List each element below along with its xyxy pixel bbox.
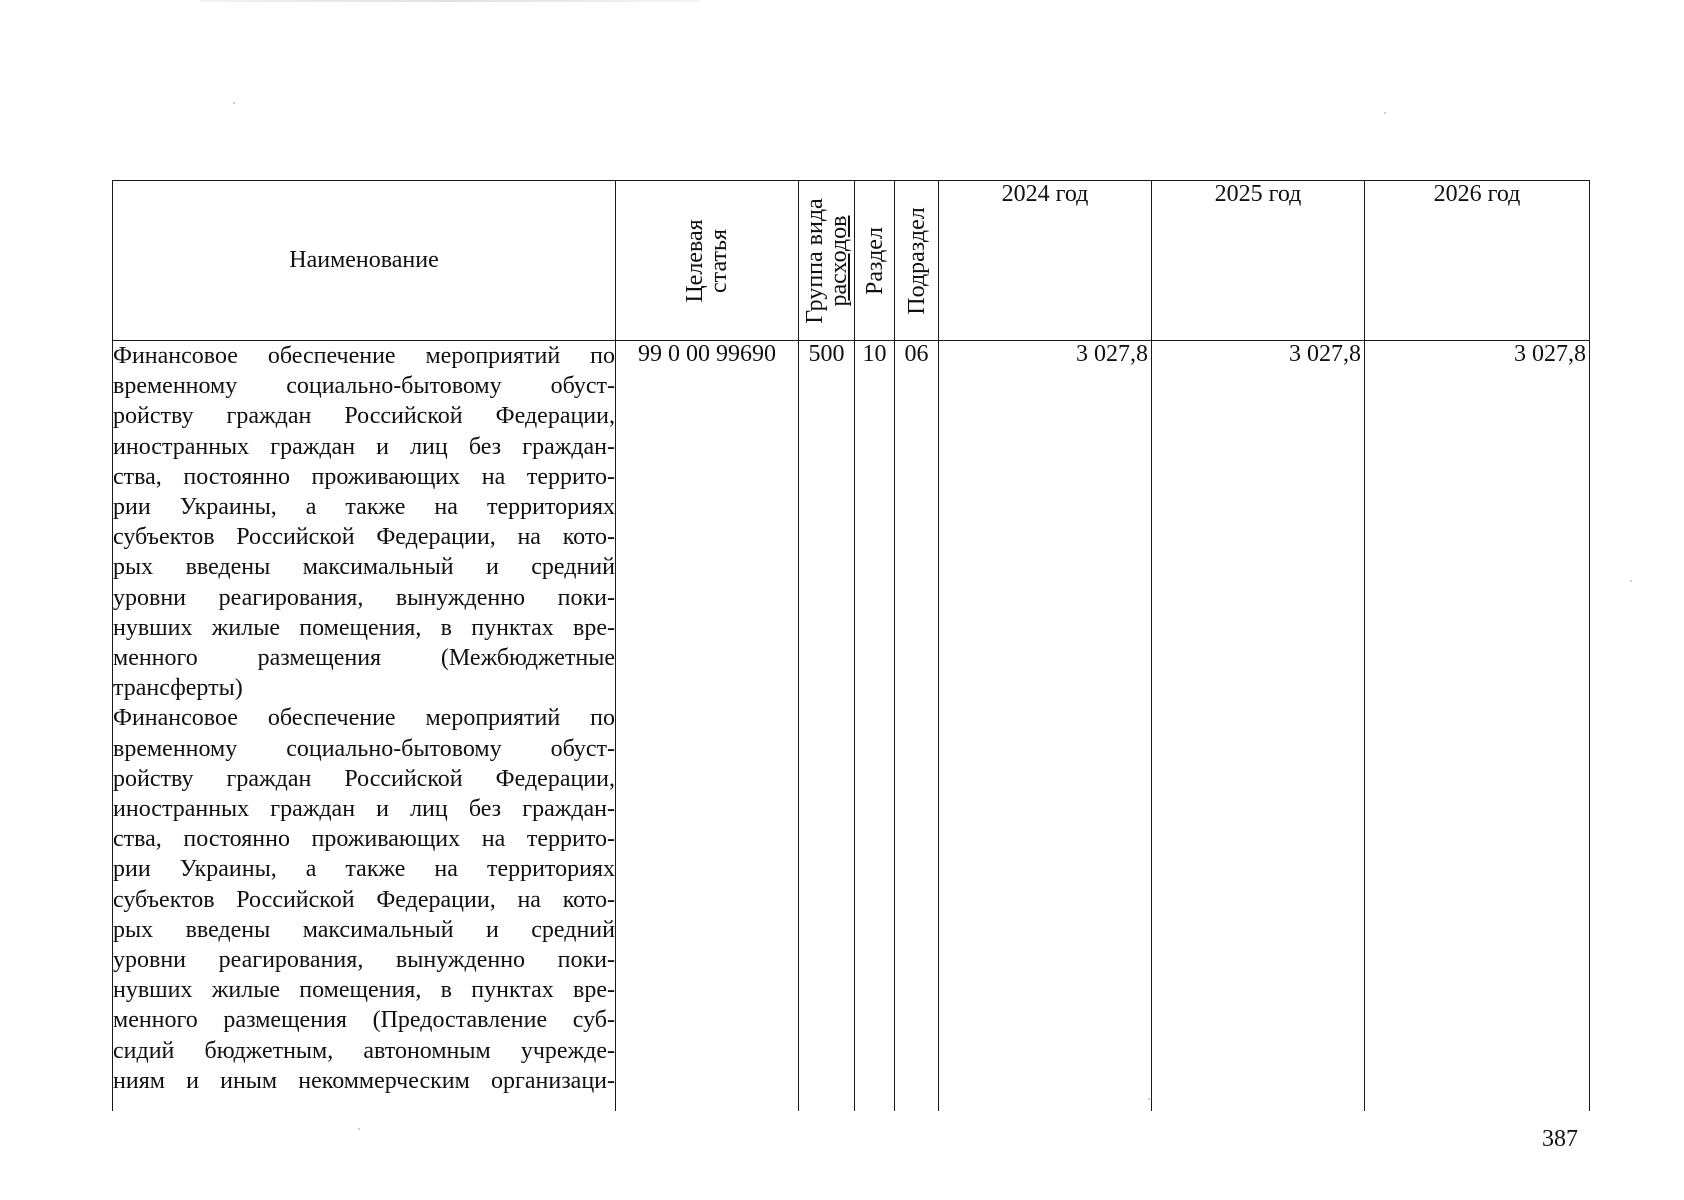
scan-speck (1384, 112, 1386, 114)
header-subsection: Подраздел (895, 181, 939, 341)
header-expense-group: Группа вида расходов (799, 181, 855, 341)
row-subsection: 06 (895, 341, 939, 1111)
page-number: 387 (1542, 1126, 1578, 1152)
row-value-2025: 3 027,8 (1152, 341, 1365, 1111)
row-target-item: 99 0 00 99690 (616, 341, 799, 1111)
header-name: Наименование (113, 181, 616, 341)
header-section: Раздел (855, 181, 895, 341)
row-expense-group: 500 (799, 341, 855, 1111)
row-value-2024: 3 027,8 (939, 341, 1152, 1111)
header-year-2025: 2025 год (1152, 181, 1365, 341)
scan-artifact (200, 0, 700, 2)
header-target-item: Целевая статья (616, 181, 799, 341)
budget-table (112, 180, 1590, 1111)
scan-speck (233, 102, 235, 104)
scan-speck (358, 1128, 360, 1130)
row-name-cell: Финансовое обеспечение мероприятий по временному социально-бытовому обуст- ройству граждан Российской Федерации, иностранных граждан и лиц без граждан- ства, постоянно проживающих на террито- рии Украины, а также на территориях субъектов Российской Федерации, на кото- рых введены максимальный и средний уровни реагирования, вынужденно поки- нувших жилые помещения, в пунктах вре- менного размещения (Межбюджетные трансферты) Финансовое обеспечение мероприятий по временному социально-бытовому обуст- ройству граждан Российской Федерации, иностранных граждан и лиц без граждан- ства, постоянно проживающих на террито- рии Украины, а также на территориях субъектов Российской Федерации, на кото- рых введены максимальный и средний уровни реагирования, вынужденно поки- нувших жилые помещения, в пунктах вре- менного размещения (Предоставление суб- сидий бюджетным, автономным учрежде- ниям и иным некоммерческим организаци- (113, 341, 616, 1111)
scan-speck (1630, 580, 1632, 582)
table-header-row (113, 181, 1590, 341)
row-value-2026: 3 027,8 (1365, 341, 1590, 1111)
table-row (113, 341, 1590, 1111)
header-year-2026: 2026 год (1365, 181, 1590, 341)
header-year-2024: 2024 год (939, 181, 1152, 341)
row-section: 10 (855, 341, 895, 1111)
